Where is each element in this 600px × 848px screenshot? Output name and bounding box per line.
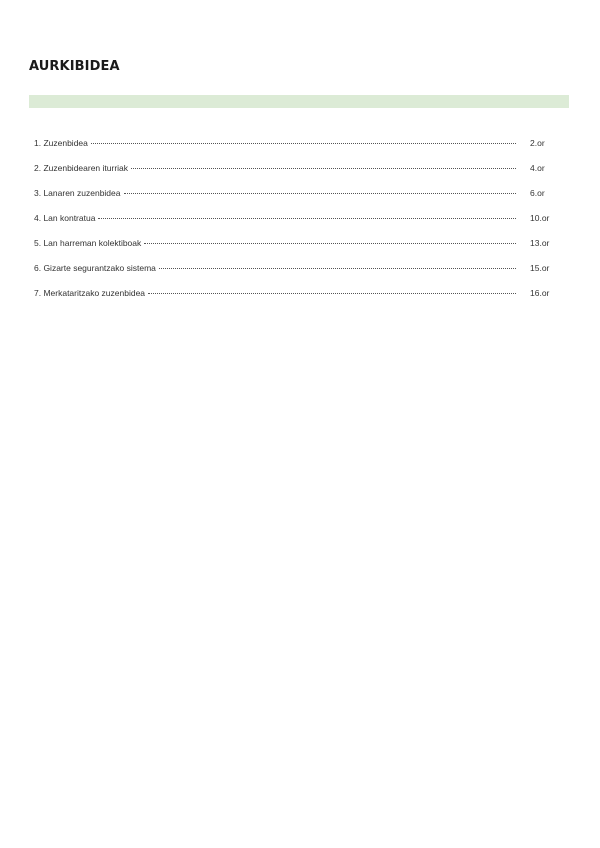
toc-entry[interactable] [34, 213, 564, 238]
toc-entry[interactable] [34, 188, 564, 213]
toc-entry-label: 1. Zuzenbidea [34, 138, 88, 148]
toc-entry-page: 4.or [530, 163, 545, 173]
toc-entry[interactable] [34, 288, 564, 313]
toc-leader-dots [131, 168, 516, 169]
toc-entry[interactable] [34, 238, 564, 263]
toc-entry[interactable] [34, 263, 564, 288]
toc-leader-dots [148, 293, 516, 294]
toc-entry-page: 2.or [530, 138, 545, 148]
toc-entry[interactable] [34, 138, 564, 163]
page-title: AURKIBIDEA [29, 59, 120, 74]
toc-leader-dots [91, 143, 516, 144]
toc-leader-dots [98, 218, 516, 219]
toc-leader-dots [124, 193, 517, 194]
toc-entry-label: 7. Merkataritzako zuzenbidea [34, 288, 146, 298]
header-band [29, 95, 569, 108]
toc-entry-page: 6.or [530, 188, 545, 198]
toc-entry-page: 15.or [530, 263, 550, 273]
toc-entry-page: 10.or [530, 213, 550, 223]
toc-entry-page: 13.or [530, 238, 550, 248]
table-of-contents [34, 138, 564, 313]
toc-entry[interactable] [34, 163, 564, 188]
toc-entry-label: 6. Gizarte segurantzako sistema [34, 263, 156, 273]
toc-entry-label: 2. Zuzenbidearen iturriak [34, 163, 129, 173]
toc-leader-dots [159, 268, 516, 269]
toc-entry-page: 16.or [530, 288, 550, 298]
toc-leader-dots [144, 243, 516, 244]
toc-entry-label: 4. Lan kontratua [34, 213, 96, 223]
toc-entry-label: 3. Lanaren zuzenbidea [34, 188, 121, 198]
toc-entry-label: 5. Lan harreman kolektiboak [34, 238, 142, 248]
